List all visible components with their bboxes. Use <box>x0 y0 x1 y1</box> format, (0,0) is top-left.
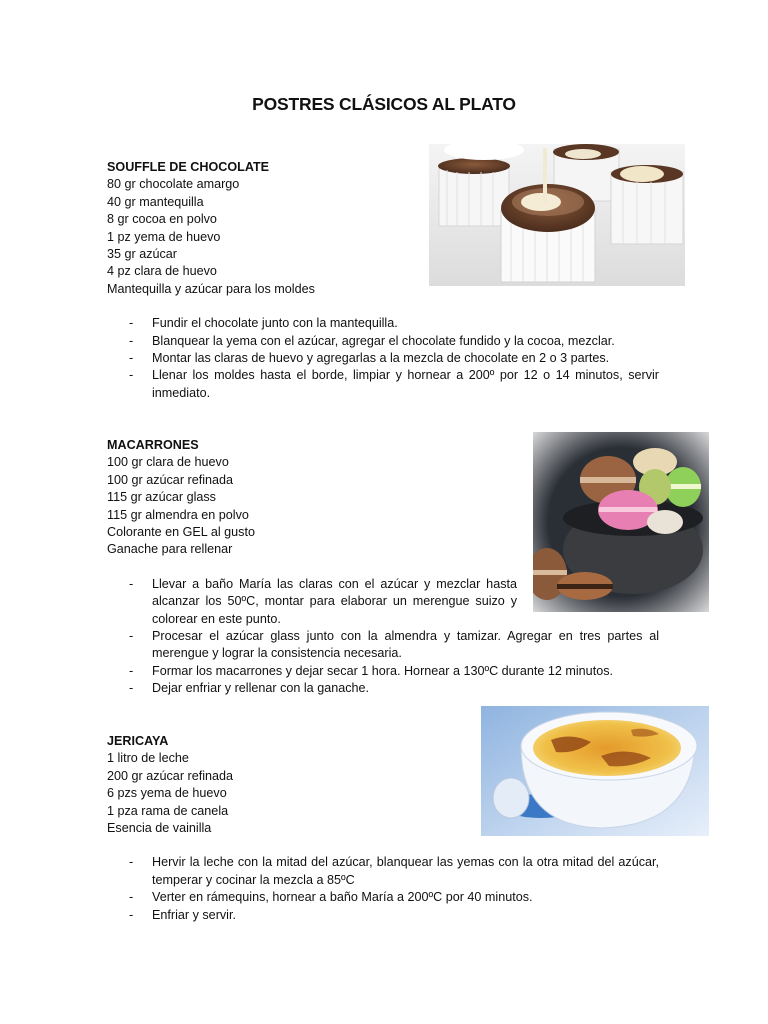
ingredient-item: Colorante en GEL al gusto <box>107 525 255 540</box>
ingredient-item: 115 gr almendra en polvo <box>107 507 249 522</box>
step-item: - Procesar el azúcar glass junto con la almendra y tamizar. Agregar en tres partes al merengue y lograr la consistencia necesaria. <box>107 628 659 663</box>
ingredient-item: 200 gr azúcar refinada <box>107 768 234 783</box>
ingredient-item: Mantequilla y azúcar para los moldes <box>107 281 315 296</box>
step-item: - Verter en rámequins, hornear a baño María a 200ºC por 40 minutos. <box>107 889 659 906</box>
steps-list <box>107 576 659 698</box>
step-item: - Formar los macarrones y dejar secar 1 hora. Hornear a 130ºC durante 12 minutos. <box>107 663 659 680</box>
ingredient-item: 8 gr cocoa en polvo <box>107 212 217 227</box>
step-item: - Enfriar y servir. <box>107 907 659 924</box>
recipe-macarrones <box>107 437 659 698</box>
step-item: - Llenar los moldes hasta el borde, limpiar y hornear a 200º por 12 o 14 minutos, servir inmediato. <box>107 367 659 402</box>
steps-list <box>107 854 659 924</box>
ingredient-item: 1 pza rama de canela <box>107 803 229 818</box>
step-item: - Fundir el chocolate junto con la mantequilla. <box>107 315 659 332</box>
ingredient-item: 40 gr mantequilla <box>107 194 204 209</box>
ingredient-item: 100 gr azúcar refinada <box>107 472 234 487</box>
ingredient-item: 80 gr chocolate amargo <box>107 177 240 192</box>
recipe-souffle <box>107 159 659 402</box>
recipe-title: JERICAYA <box>107 734 169 748</box>
recipe-title: MACARRONES <box>107 438 199 452</box>
recipe-title: SOUFFLE DE CHOCOLATE <box>107 160 270 174</box>
recipe-jericaya <box>107 733 659 924</box>
ingredient-item: 1 litro de leche <box>107 751 189 766</box>
ingredient-item: 35 gr azúcar <box>107 247 178 262</box>
ingredient-item: 4 pz clara de huevo <box>107 264 217 279</box>
step-item: - Montar las claras de huevo y agregarlas a la mezcla de chocolate en 2 o 3 partes. <box>107 350 659 367</box>
step-item: - Dejar enfriar y rellenar con la ganache. <box>107 680 659 697</box>
page-title: POSTRES CLÁSICOS AL PLATO <box>252 94 516 114</box>
step-item: - Llevar a baño María las claras con el azúcar y mezclar hasta alcanzar los 50ºC, montar para elaborar un merengue suizo y colorear en este punto. <box>107 576 517 628</box>
ingredient-item: 100 gr clara de huevo <box>107 455 229 470</box>
ingredient-item: 115 gr azúcar glass <box>107 490 216 505</box>
step-item: - Blanquear la yema con el azúcar, agregar el chocolate fundido y la cocoa, mezclar. <box>107 333 659 350</box>
ingredient-item: Esencia de vainilla <box>107 821 212 836</box>
step-item: - Hervir la leche con la mitad del azúcar, blanquear las yemas con la otra mitad del azúcar, temperar y cocinar la mezcla a 85ºC <box>107 854 659 889</box>
ingredient-item: Ganache para rellenar <box>107 542 233 557</box>
ingredient-item: 1 pz yema de huevo <box>107 229 221 244</box>
steps-list <box>107 315 659 402</box>
ingredient-item: 6 pzs yema de huevo <box>107 786 227 801</box>
